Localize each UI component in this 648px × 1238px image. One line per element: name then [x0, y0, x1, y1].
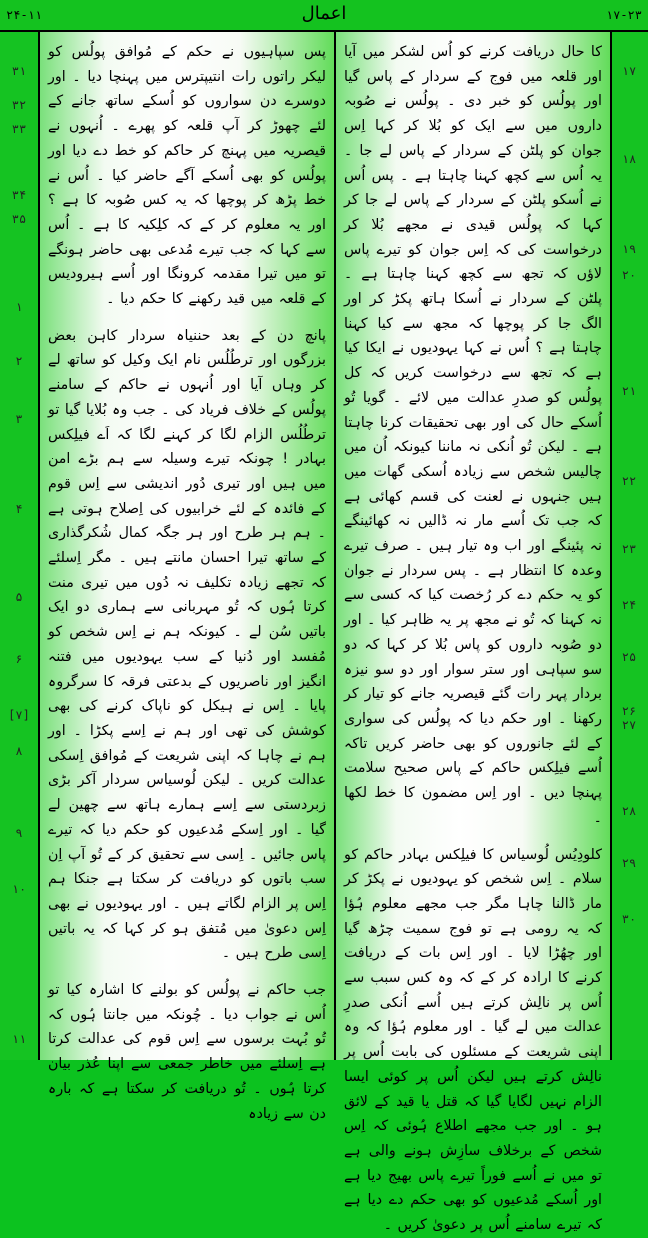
verse-number: ۳۳	[11, 122, 27, 136]
verse-number: ۳۰	[621, 912, 637, 926]
verse-number: ۳۴	[11, 188, 27, 202]
left-verse-gutter	[0, 32, 38, 1060]
paragraph: پانچ دن کے بعد حننیاہ سردار کاہن بعض بزرگوں اور ترطُلُس نام ایک وکیل کو ساتھ لے کر وہاں آیا اور اُنہوں نے حاکم کے سامنے پولُس کے خلاف فریاد کی ۔ جب وہ بُلایا گیا تو ترطُلُس الزام لگا کر کہنے لگا کہ اَے فیلِکس بہادر ! چونکہ تیرے وسیلہ سے ہم بڑے امن میں ہیں اور تیری دُور اندیشی سے اِس قوم کے فائدہ کے لئے خرابیوں کی اِصلاح ہوتی ہے ۔ ہم ہر طرح اور ہر جگہ کمال شُکرگذاری کے ساتھ تیرا احسان مانتے ہیں ۔ مگر اِسلئے کہ تجھے زیادہ تکلیف نہ دُوں میں تیری منت کرتا ہُوں کہ تُو مہربانی سے ہماری دو ایک باتیں سُن لے ۔ کیونکہ ہم نے اِس شخص کو مُفسد اور دُنیا کے سب یہودیوں میں فتنہ انگیز اور ناصریوں کے بدعتی فرقہ کا سرگروہ پایا ۔ اِس نے ہیکل کو ناپاک کرنے کی بھی کوشش کی تھی اور ہم نے اِسے پکڑا ۔ اور ہم نے چاہا کہ اپنی شریعت کے مُوافق اِسکی عدالت کریں ۔ لیکن لُوسیاس سردار آکر بڑی زبردستی سے اِسے ہمارے ہاتھ سے چھین لے گیا ۔ اور اِسکے مُدعیوں کو حکم دیا کہ تیرے پاس جائیں ۔ اِسی سے تحقیق کر کے تُو آپ اِن سب باتوں کو دریافت کر سکتا ہے جنکا ہم اِس پر الزام لگاتے ہیں ۔ اور یہودیوں نے بھی اِس دعویٰ میں مُتفق ہو کر کہا کہ یہ باتیں اِسی طرح ہیں ۔	[48, 327, 326, 962]
paragraph: کا حال دریافت کرنے کو اُس لشکر میں آیا اور قلعہ میں فوج کے سردار کے پاس گیا اور پولُس کو خبر دی ۔ پولُس نے صُوبہ داروں میں سے ایک کو بُلا کر کہا اِس جوان کو پلٹن کے سردار کے پاس لے جا ۔ یہ اُس سے کچھ کہنا چاہتا ہے ۔ پس اُس نے اُسکو پلٹن کے سردار کے پاس لے جا کر کہا کہ پولُس قیدی نے مجھے بُلا کر درخواست کی کہ اِس جوان کو تیرے پاس لاؤں کہ تجھ سے کچھ کہنا چاہتا ہے ۔ پلٹن کے سردار نے اُسکا ہاتھ پکڑ کر اور الگ جا کر پوچھا کہ مجھ سے کیا کہنا چاہتا ہے ؟ اُس نے کہا یہودیوں نے ایکا کیا ہے کہ تجھ سے درخواست کریں کہ کل پولُس کو صدرِ عدالت میں لائے ۔ گویا تُو اُسکے حال کی اور بھی تحقیقات کرنا چاہتا ہے ۔ لیکن تُو اُنکی نہ ماننا کیونکہ اُن میں چالیس شخص سے زیادہ اُسکی گھات میں ہیں جنہوں نے لعنت کی قسم کھائی ہے کہ جب تک اُسے مار نہ ڈالیں نہ کھائینگے نہ پئینگے اور اب وہ تیار ہیں ۔ صرف تیرے وعدہ کا انتظار ہے ۔ پس سردار نے جوان کو یہ حکم دے کر رُخصت کیا کہ کسی سے نہ کہنا کہ تُو نے مجھ پر یہ ظاہر کیا ۔ اور دو صُوبہ داروں کو پاس بُلا کر کہا کہ دو سو سپاہی اور ستر سوار اور دو سو نیزہ بردار پہر رات گئے قیصریہ جانے کو تیار کر رکھنا ۔ اور حکم دیا کہ پولُس کی سواری کے لئے جانوروں کو بھی حاضر کریں تاکہ اُسے فیلِکس حاکم کے پاس صحیح سلامت پہنچا دیں ۔ اور اِس مضمون کا خط لکھا ۔	[344, 44, 602, 826]
page-header	[0, 0, 648, 32]
verse-number: ۲۵	[621, 650, 637, 664]
verse-number: ۹	[15, 826, 23, 840]
verse-number: ۴	[15, 502, 23, 516]
verse-number: ۶	[15, 652, 23, 666]
section-gap	[48, 966, 326, 978]
verse-number: [۷]	[8, 708, 30, 722]
section-gap	[344, 831, 602, 843]
verse-number: ۳	[15, 412, 23, 426]
verse-number: ۲۱	[621, 384, 637, 398]
page-range-right: ۱۷-۲۳	[605, 8, 642, 22]
paragraph: پس سپاہیوں نے حکم کے مُوافق پولُس کو لیکر راتوں رات انتیپترس میں پہنچا دیا ۔ اور دوسرے دن سواروں کو اُسکے ساتھ جانے کے لئے چھوڑ کر آپ قلعہ کو پھرے ۔ اُنہوں نے قیصریہ میں پہنچ کر حاکم کو خط دے دیا اور پولُس کو بھی اُسکے آگے حاضر کیا ۔ اُس نے خط پڑھ کر پوچھا کہ یہ کس صُوبہ کا ہے ؟ اور یہ معلوم کر کے کہ کلِکیہ کا ہے ۔ اُس سے کہا کہ جب تیرے مُدعی بھی حاضر ہونگے تو میں تیرا مقدمہ کرونگا اور اُسے ہیرودیس کے قلعہ میں قید رکھنے کا حکم دیا ۔	[48, 44, 326, 308]
verse-number: ۲	[15, 354, 23, 368]
section-gap	[48, 312, 326, 324]
right-text-column	[334, 32, 612, 1234]
paragraph: کلودِیُس لُوسیاس کا فیلِکس بہادر حاکم کو سلام ۔ اِس شخص کو یہودیوں نے پکڑ کر مار ڈالنا چاہا مگر جب مجھے معلوم ہُؤا کہ یہ رومی ہے تو فوج سمیت چڑھ گیا اور چھُڑا لایا ۔ اور اِس بات کے دریافت کرنے کا ارادہ کر کے کہ وہ کس سبب سے اُس پر نالِش کرتے ہیں اُسے اُنکی صدرِ عدالت میں لے گیا ۔ اور معلوم ہُؤا کہ وہ اپنی شریعت کے مسئلوں کی بابت اُس پر نالِش کرتے ہیں لیکن اُس پر کوئی ایسا الزام نہیں لگایا گیا کہ قتل یا قید کے لائق ہو ۔ اور جب مجھے اطلاع ہُوئی کہ اِس شخص کے برخلاف سازِش ہونے والی ہے تو میں نے اُسے فوراً تیرے پاس بھیج دیا ہے اور اُسکے مُدعیوں کو بھی حکم دے دیا ہے کہ تیرے سامنے اُس پر دعویٰ کریں ۔	[344, 846, 602, 1234]
verse-number: ۲۷	[621, 718, 637, 732]
verse-number: ۱۱	[11, 1032, 27, 1046]
right-verse-gutter	[610, 32, 648, 1060]
verse-number: ۱	[15, 300, 23, 314]
verse-number: ۱۸	[621, 152, 637, 166]
verse-number: ۳۵	[11, 212, 27, 226]
verse-number: ۲۹	[621, 856, 637, 870]
verse-number: ۲۸	[621, 804, 637, 818]
page-range-left: ۲۴-۱۱	[6, 8, 43, 22]
left-text-column	[38, 32, 334, 1122]
verse-number: ۲۲	[621, 474, 637, 488]
verse-number: ۱۰	[11, 882, 27, 896]
verse-number: ۵	[15, 590, 23, 604]
verse-number: ۲۳	[621, 542, 637, 556]
verse-number: ۳۲	[11, 98, 27, 112]
verse-number: ۲۴	[621, 598, 637, 612]
verse-number: ۸	[15, 744, 23, 758]
verse-number: ۱۷	[621, 64, 637, 78]
verse-number: ۲۰	[621, 268, 637, 282]
verse-number: ۲۶	[621, 704, 637, 718]
paragraph: جب حاکم نے پولُس کو بولنے کا اشارہ کیا تو اُس نے جواب دیا ۔ چُونکہ میں جانتا ہُوں کہ تُو بُہت برسوں سے اِس قوم کی عدالت کرتا ہے اِسلئے میں خاطر جمعی سے اپنا عُذر بیان کرتا ہُوں ۔ تُو دریافت کر سکتا ہے کہ بارہ دن سے زیادہ	[48, 982, 326, 1122]
book-title: اعمال	[301, 3, 347, 24]
verse-number: ۳۱	[11, 64, 27, 78]
verse-number: ۱۹	[621, 242, 637, 256]
